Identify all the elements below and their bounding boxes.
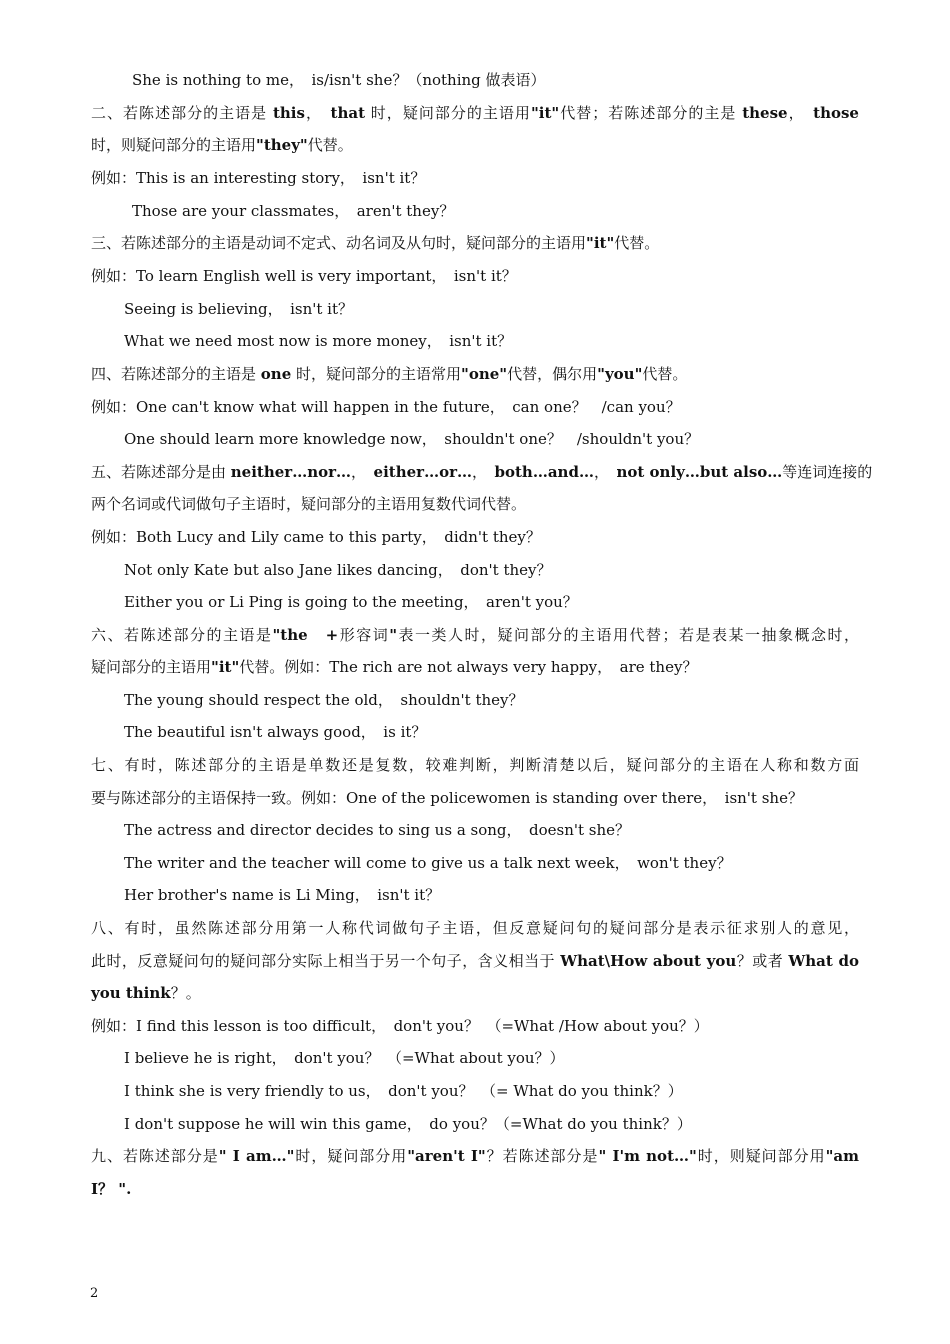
text-line: 要与陈述部分的主语保持一致。例如：One of the policewomen is standing over there， isn't she？ [91,789,803,807]
text-line: 时，则疑问部分的主语用"they"代替。 [91,136,353,154]
page-number: 2 [90,1286,99,1301]
example-line: I believe he is right， don't you？ （=What about you？） [124,1049,565,1067]
example-line: 例如：Both Lucy and Lily came to this party， didn't they？ [91,528,541,546]
section-heading-6: 六、若陈述部分的主语是"the +形容词"表一类人时，疑问部分的主语用代替；若是表某一抽象概念时， [91,626,859,644]
section-heading-3: 三、若陈述部分的主语是动词不定式、动名词及从句时，疑问部分的主语用"it"代替。 [91,234,660,252]
example-line: The writer and the teacher will come to give us a talk next week， won't they？ [124,854,732,872]
example-line: Seeing is believing， isn't it？ [124,300,354,318]
example-line: The actress and director decides to sing us a song， doesn't she？ [124,821,631,839]
text-line: She is nothing to me， is/isn't she？（nothing 做表语） [132,71,546,89]
example-line: The young should respect the old， shouldn't they？ [124,691,524,709]
section-heading-8: 八、有时，虽然陈述部分用第一人称代词做句子主语，但反意疑问句的疑问部分是表示征求别人的意见， [91,919,859,937]
section-heading-5: 五、若陈述部分是由 neither…nor…， either…or…， both…and…， not only…but also…等连词连接的 [91,463,873,481]
example-line: What we need most now is more money， isn't it？ [124,332,513,350]
example-line: 例如：This is an interesting story， isn't it？ [91,169,426,187]
example-line: Either you or Li Ping is going to the meeting， aren't you？ [124,593,578,611]
example-line: 例如：To learn English well is very important， isn't it？ [91,267,517,285]
example-line: Those are your classmates， aren't they？ [132,202,455,220]
section-heading-7: 七、有时，陈述部分的主语是单数还是复数，较难判断，判断清楚以后，疑问部分的主语在人称和数方面 [91,756,859,774]
text-line: 疑问部分的主语用"it"代替。例如：The rich are not always very happy， are they？ [91,658,698,676]
example-line: The beautiful isn't always good， is it？ [124,723,427,741]
example-line: 例如：I find this lesson is too difficult， don't you？ （=What /How about you？） [91,1017,709,1035]
text-line: you think？。 [91,984,201,1002]
text-line: 两个名词或代词做句子主语时，疑问部分的主语用复数代词代替。 [91,495,527,513]
example-line: 例如：One can't know what will happen in the future， can one？ /can you？ [91,398,681,416]
section-heading-2: 二、若陈述部分的主语是 this， that 时，疑问部分的主语用"it"代替；若陈述部分的主是 these， those [91,104,859,122]
example-line: One should learn more knowledge now， shouldn't one？ /shouldn't you？ [124,430,700,448]
text-line: 此时，反意疑问句的疑问部分实际上相当于另一个句子，含义相当于 What\How about you？或者 What do [91,952,859,970]
text-line: I？ ". [91,1180,132,1198]
example-line: I don't suppose he will win this game， do you？（=What do you think？） [124,1115,692,1133]
example-line: Her brother's name is Li Ming， isn't it？ [124,886,441,904]
section-heading-4: 四、若陈述部分的主语是 one 时，疑问部分的主语常用"one"代替，偶尔用"you"代替。 [91,365,688,383]
section-heading-9: 九、若陈述部分是" I am…"时，疑问部分用"aren't I"？若陈述部分是" I'm not…"时，则疑问部分用"am [91,1147,859,1165]
example-line: I think she is very friendly to us， don't you？ （= What do you think？） [124,1082,683,1100]
example-line: Not only Kate but also Jane likes dancing， don't they？ [124,561,552,579]
